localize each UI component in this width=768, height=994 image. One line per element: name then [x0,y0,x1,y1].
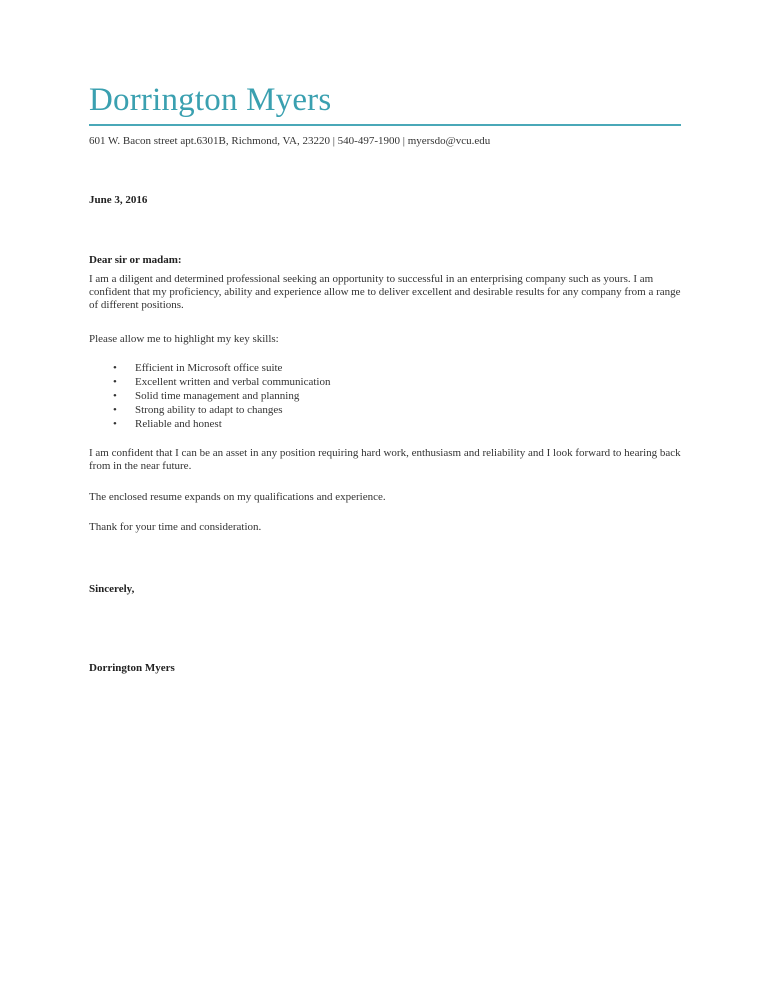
skill-item [89,375,331,389]
thanks-paragraph: Thank for your time and consideration. [89,521,262,533]
resume-note-paragraph: The enclosed resume expands on my qualifications and experience. [89,491,386,503]
bullet-icon: • [113,418,117,430]
bullet-icon: • [113,362,117,374]
skills-intro-paragraph: Please allow me to highlight my key skills: [89,333,279,345]
skill-item [89,361,331,375]
bullet-icon: • [113,404,117,416]
letter-date: June 3, 2016 [89,194,148,206]
skill-text: Efficient in Microsoft office suite [135,362,283,374]
closing-paragraph: I am confident that I can be an asset in any position requiring hard work, enthusiasm and reliability and I look forward to hearing back from in the near future. [89,447,681,472]
skill-text: Strong ability to adapt to changes [135,404,283,416]
closing-salutation: Sincerely, [89,583,135,595]
skills-list [89,361,331,431]
signature-name: Dorrington Myers [89,662,175,674]
contact-info: 601 W. Bacon street apt.6301B, Richmond, VA, 23220 | 540-497-1900 | myersdo@vcu.edu [89,135,491,147]
skill-text: Solid time management and planning [135,390,300,402]
bullet-icon: • [113,390,117,402]
skill-item [89,403,331,417]
salutation: Dear sir or madam: [89,254,182,266]
intro-paragraph: I am a diligent and determined professional seeking an opportunity to successful in an enterprising company such as yours. I am confident that my proficiency, ability and experience allow me to deliver excellent and desirable results for any company from a range of different positions. [89,273,681,311]
skill-item [89,389,331,403]
skill-text: Reliable and honest [135,418,222,430]
skill-text: Excellent written and verbal communication [135,376,331,388]
skill-item [89,417,331,431]
applicant-name-heading: Dorrington Myers [89,82,332,118]
bullet-icon: • [113,376,117,388]
header-divider [89,124,681,126]
